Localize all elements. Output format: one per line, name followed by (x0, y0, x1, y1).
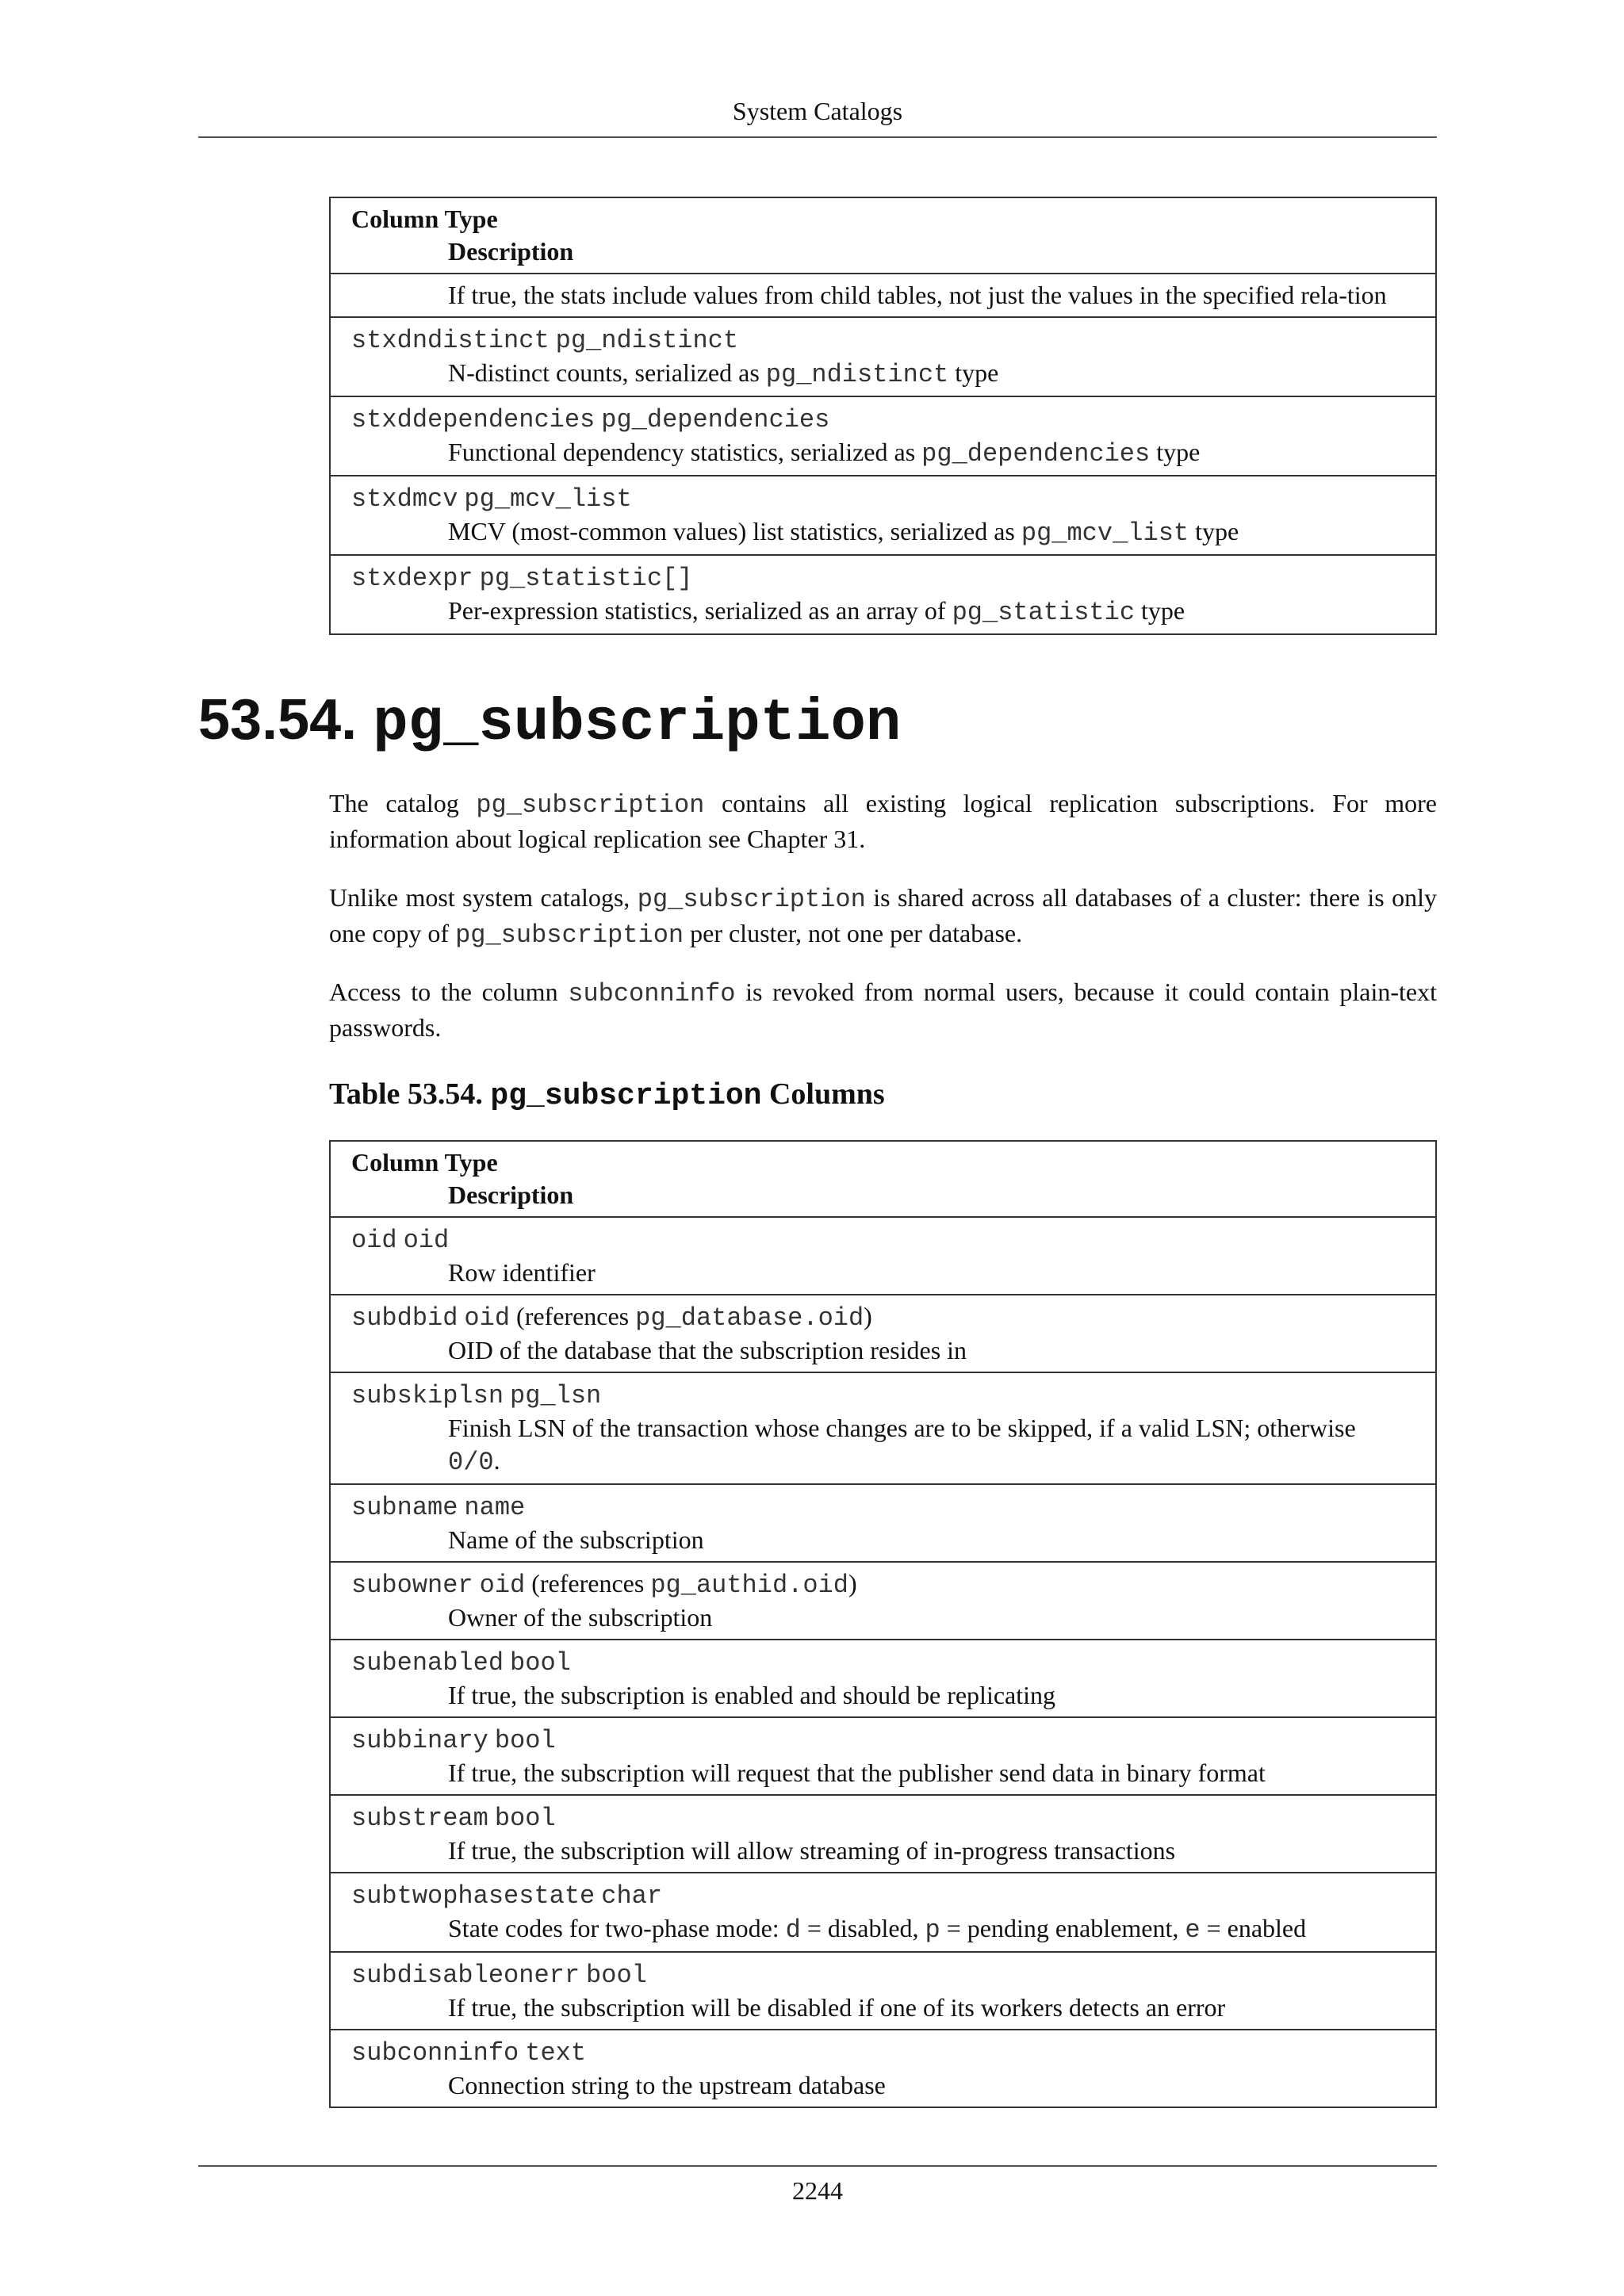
row-description: Functional dependency statistics, serialized as pg_dependencies type (448, 438, 1201, 469)
column-name: stxdndistinct (351, 326, 550, 355)
header-description: Description (448, 237, 574, 266)
row-description: Connection string to the upstream database (448, 2071, 886, 2099)
table-header-row (330, 197, 1436, 274)
column-name: stxdmcv (351, 484, 458, 514)
table-row (330, 317, 1436, 396)
table-row (330, 396, 1436, 476)
column-type: pg_statistic[] (479, 564, 693, 593)
table-row (330, 555, 1436, 634)
access-paragraph: Access to the column subconninfo is revoked from normal users, because it could contain plain-text passwords. (329, 978, 1438, 1042)
header-description: Description (448, 1181, 574, 1209)
column-type: oid (479, 1571, 526, 1600)
pg-subscription-columns-table (329, 1140, 1437, 2108)
intro-paragraph: The catalog pg_subscription contains all existing logical replication subscriptions. For more information about logical replication see Chapter 31. (329, 789, 1437, 853)
table-row (330, 1372, 1436, 1484)
row-description: OID of the database that the subscription resides in (448, 1336, 967, 1364)
table-header-cell (330, 1141, 1436, 1217)
running-header: System Catalogs (732, 97, 903, 125)
column-name: stxdexpr (351, 564, 473, 593)
column-name: oid (351, 1226, 397, 1255)
reference-link[interactable]: pg_database.oid (635, 1303, 864, 1333)
row-description: Name of the subscription (448, 1525, 704, 1554)
footer-rule (198, 2165, 1437, 2167)
table-row (330, 1952, 1436, 2030)
table-row (330, 1217, 1436, 1295)
page-number: 2244 (792, 2176, 843, 2205)
table-row (330, 1795, 1436, 1873)
column-type: pg_mcv_list (464, 484, 632, 514)
row-description: If true, the subscription will be disabled if one of its workers detects an error (448, 1993, 1226, 2022)
column-type: text (525, 2038, 587, 2068)
row-description: Owner of the subscription (448, 1603, 713, 1632)
reference-link[interactable]: pg_authid.oid (650, 1571, 848, 1600)
header-column-type: Column Type (351, 205, 498, 233)
column-name: subdisableonerr (351, 1961, 580, 1990)
table-row (330, 1640, 1436, 1717)
column-type: pg_ndistinct (555, 326, 739, 355)
column-name: subname (351, 1493, 458, 1522)
section-number: 53.54. (198, 688, 358, 752)
row-description: Finish LSN of the transaction whose changes are to be skipped, if a valid LSN; otherwise 0/0. (448, 1414, 1356, 1477)
table-row (330, 2030, 1436, 2107)
row-description: If true, the stats include values from child tables, not just the values in the specified rela-tion (448, 281, 1387, 309)
column-name: subskiplsn (351, 1381, 504, 1410)
column-type: pg_lsn (510, 1381, 602, 1410)
row-description: Per-expression statistics, serialized as an array of pg_statistic type (448, 596, 1185, 627)
table-row: subdbid oid (references pg_database.oid) OID of the database that the subscription resides in (330, 1295, 1436, 1372)
table-row (330, 1484, 1436, 1562)
column-type: char (601, 1881, 663, 1911)
column-type: bool (494, 1804, 556, 1833)
column-type: bool (510, 1648, 571, 1678)
table-row (330, 274, 1436, 317)
row-description: If true, the subscription will allow streaming of in-progress transactions (448, 1836, 1176, 1865)
row-description: Row identifier (448, 1258, 596, 1287)
column-name: subenabled (351, 1648, 504, 1678)
section-heading (198, 680, 901, 763)
header-rule (198, 136, 1437, 138)
column-type: bool (586, 1961, 647, 1990)
table-row (330, 476, 1436, 555)
column-name: stxddependencies (351, 405, 596, 434)
column-type: oid (403, 1226, 450, 1255)
row-description: MCV (most-common values) list statistics, serialized as pg_mcv_list type (448, 517, 1239, 548)
column-type: oid (464, 1303, 511, 1333)
column-name: subconninfo (351, 2038, 519, 2068)
column-type: pg_dependencies (601, 405, 830, 434)
table-header-row (330, 1141, 1436, 1217)
column-name: subdbid (351, 1303, 458, 1333)
table-row: subowner oid (references pg_authid.oid) Owner of the subscription (330, 1562, 1436, 1640)
header-column-type: Column Type (351, 1148, 498, 1177)
column-type: bool (494, 1726, 556, 1755)
row-description: If true, the subscription will request that the publisher send data in binary format (448, 1758, 1266, 1787)
shared-catalog-paragraph: Unlike most system catalogs, pg_subscription is shared across all databases of a cluster: there is only one copy of pg_subscription per cluster, not one per database. (329, 883, 1438, 950)
column-name: substream (351, 1804, 488, 1833)
column-type: name (464, 1493, 526, 1522)
column-name: subowner (351, 1571, 473, 1600)
stats-columns-table-continued (329, 197, 1437, 635)
table-header-cell (330, 197, 1436, 274)
table-title: Table 53.54. pg_subscription Columns (329, 1077, 885, 1113)
row-description: State codes for two-phase mode: d = disabled, p = pending enablement, e = enabled (448, 1914, 1307, 1945)
row-description: N-distinct counts, serialized as pg_ndistinct type (448, 358, 999, 389)
column-name: subtwophasestate (351, 1881, 596, 1911)
column-name: subbinary (351, 1726, 488, 1755)
table-row (330, 1873, 1436, 1952)
row-description: If true, the subscription is enabled and should be replicating (448, 1681, 1056, 1709)
section-name: pg_subscription (373, 691, 902, 757)
table-row (330, 1717, 1436, 1795)
